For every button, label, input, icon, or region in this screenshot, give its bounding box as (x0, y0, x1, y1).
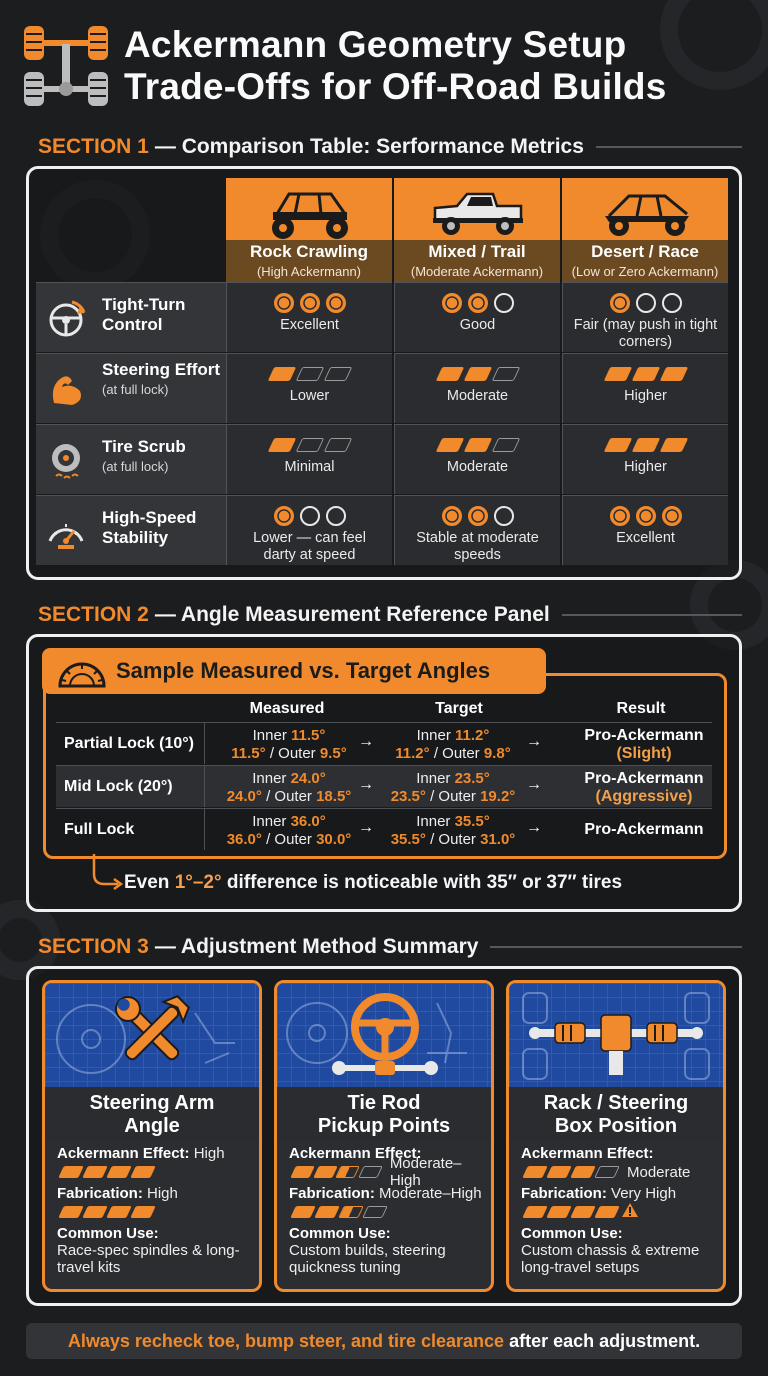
level-bar (290, 1166, 314, 1178)
row-name: Steering Effort (at full lock) (102, 360, 222, 400)
row-name: Tight-Turn Control (102, 295, 186, 334)
level-bar (130, 1166, 156, 1178)
common-use-label: Common Use: (57, 1225, 159, 1242)
method-name (509, 1089, 723, 1141)
divider (562, 614, 742, 616)
outer-angle: 35.5° / Outer 31.0° (390, 831, 516, 848)
section-number: SECTION 3 (38, 935, 149, 958)
fabrication-label: Fabrication: (57, 1185, 143, 1202)
angle-row (56, 722, 712, 764)
fabrication-label: Fabrication: (521, 1185, 607, 1202)
column-header-target: Target (435, 700, 483, 717)
column-subtitle: (Low or Zero Ackermann) (571, 264, 719, 279)
title-line-2: Trade-Offs for Off-Road Builds (124, 66, 667, 107)
method-card-tie-rod (274, 980, 494, 1292)
angle-result (554, 770, 734, 806)
rating-cell (562, 424, 728, 494)
rating-dot (442, 506, 462, 526)
row-label-high-speed-stability (36, 495, 226, 565)
rating-bar (659, 367, 688, 381)
row-label-tire-scrub (36, 424, 226, 494)
rating-dot (326, 506, 346, 526)
section-title: — Comparison Table: Serformance Metrics (154, 135, 584, 158)
muscle-arm-icon (46, 369, 88, 411)
level-bar (358, 1166, 382, 1178)
ackermann-effect (521, 1145, 717, 1162)
angle-row-label: Mid Lock (20°) (64, 778, 173, 795)
inner-angle: Inner 36.0° (252, 813, 326, 830)
outer-angle: 11.2° / Outer 9.8° (395, 745, 511, 762)
section-title: — Adjustment Method Summary (154, 935, 479, 958)
rating-cell (562, 353, 728, 423)
rating-bars (395, 425, 560, 459)
rating-dot (326, 293, 346, 313)
result-label: Pro-Ackermann (584, 770, 704, 787)
fabrication-value: Very High (606, 1185, 677, 1202)
result-label: Pro-Ackermann (584, 727, 704, 744)
rating-bar (295, 438, 324, 452)
common-use-value: Custom chassis & extreme long-travel setups (521, 1242, 700, 1276)
axle-chassis-icon (20, 20, 112, 112)
angle-row (56, 765, 712, 807)
rating-text: Moderate (446, 388, 509, 404)
target-angles (368, 813, 538, 849)
row-name: High-Speed Stability (102, 508, 197, 547)
level-bar (594, 1166, 620, 1178)
level-bar (106, 1166, 132, 1178)
inner-angle: Inner 35.5° (416, 813, 490, 830)
arrow-icon: → (358, 819, 374, 836)
inner-angle: Inner 23.5° (416, 770, 490, 787)
level-bar (336, 1166, 360, 1178)
level-bars (293, 1205, 485, 1219)
warning-icon (621, 1202, 639, 1222)
rating-bar (603, 367, 632, 381)
method-name-line-1: Steering Arm (89, 1092, 215, 1114)
method-name (45, 1089, 259, 1141)
method-name-line-2: Angle (124, 1115, 180, 1137)
inner-angle: Inner 11.2° (416, 727, 490, 744)
level-bars (61, 1165, 253, 1179)
method-details (521, 1145, 717, 1276)
rating-text: Excellent (280, 317, 339, 333)
column-subtitle: (Moderate Ackermann) (410, 264, 544, 279)
row-label-steering-effort (36, 353, 226, 423)
fabrication (521, 1185, 717, 1202)
steering-wheel-icon (277, 983, 491, 1087)
method-details (57, 1145, 253, 1276)
rating-cell (394, 353, 560, 423)
rating-bar (435, 367, 464, 381)
wrench-icon (45, 983, 259, 1087)
section-number: SECTION 1 (38, 135, 149, 158)
outer-angle: 24.0° / Outer 18.5° (226, 788, 352, 805)
rating-bars (227, 425, 392, 459)
effect-label: Ackermann Effect: (289, 1145, 422, 1162)
level-bar (570, 1166, 596, 1178)
angle-result (554, 821, 734, 839)
fabrication-value: Moderate–High (374, 1185, 482, 1202)
outer-angle: 11.5° / Outer 9.5° (231, 745, 347, 762)
blueprint-illustration (277, 983, 491, 1087)
ackermann-effect (57, 1145, 253, 1162)
level-bar (58, 1206, 84, 1218)
angle-row (56, 808, 712, 850)
steering-wheel-icon (46, 298, 88, 340)
rating-bars (563, 425, 728, 459)
method-details (289, 1145, 485, 1276)
rating-bar (491, 367, 520, 381)
rating-bars (227, 354, 392, 388)
common-use-value: Race-spec spindles & long-travel kits (57, 1242, 240, 1276)
rating-text: Moderate (446, 459, 509, 475)
method-name-line-1: Rack / Steering (543, 1092, 689, 1114)
rating-text: Lower — can feel darty at speed (253, 530, 366, 563)
rating-bar (435, 438, 464, 452)
desert-buggy-icon (595, 184, 697, 240)
method-name-line-2: Pickup Points (317, 1115, 451, 1137)
rating-cell (562, 495, 728, 565)
method-card-rack-steering (506, 980, 726, 1292)
header (20, 16, 750, 116)
angle-row-label: Partial Lock (10°) (64, 735, 194, 752)
column-header-measured: Measured (249, 700, 325, 717)
rating-cell (226, 353, 392, 423)
column-subtitle: (High Ackermann) (256, 264, 362, 279)
section-3-header (38, 932, 742, 962)
target-angles (368, 770, 538, 806)
rating-bar (267, 438, 296, 452)
rating-dots (395, 496, 560, 530)
rating-bar (491, 438, 520, 452)
target-angles (368, 727, 538, 763)
rating-cell (562, 282, 728, 352)
inner-angle: Inner 11.5° (252, 727, 326, 744)
rating-dots (395, 283, 560, 317)
result-qualifier: (Aggressive) (595, 788, 693, 805)
level-bar (522, 1206, 548, 1218)
rating-text: Lower (289, 388, 330, 404)
protractor-icon (58, 654, 106, 688)
utv-crawler-icon (259, 184, 361, 240)
common-use-label: Common Use: (289, 1225, 391, 1242)
fabrication-label: Fabrication: (289, 1185, 375, 1202)
fabrication (57, 1185, 253, 1202)
rating-cell (394, 424, 560, 494)
method-name-line-1: Tie Rod (347, 1092, 421, 1114)
method-card-steering-arm (42, 980, 262, 1292)
level-bar (522, 1166, 548, 1178)
rating-dot (636, 506, 656, 526)
level-bar (546, 1206, 572, 1218)
section-2-header (38, 600, 742, 630)
rating-text: Minimal (284, 459, 335, 475)
arrow-icon: → (358, 733, 374, 750)
column-header-mixed-trail (394, 178, 560, 282)
arrow-icon: → (358, 776, 374, 793)
rating-bar (463, 438, 492, 452)
level-bar (546, 1166, 572, 1178)
section-number: SECTION 2 (38, 603, 149, 626)
rating-cell (226, 495, 392, 565)
rating-text: Excellent (616, 530, 675, 546)
level-bar (82, 1166, 108, 1178)
rating-dot (636, 293, 656, 313)
column-header-rock-crawling (226, 178, 392, 282)
rating-bar (603, 438, 632, 452)
level-bar (82, 1206, 108, 1218)
arrow-icon: → (526, 819, 542, 836)
rating-dot (300, 506, 320, 526)
level-bars (61, 1205, 253, 1219)
level-bar (290, 1206, 316, 1218)
rating-dot (610, 293, 630, 313)
rating-cell (394, 495, 560, 565)
effect-value: Moderate (627, 1163, 691, 1181)
speedometer-icon (46, 511, 88, 553)
divider (596, 146, 742, 148)
angle-note: Even 1°–2° difference is noticeable with 35″ or 37″ tires (124, 872, 623, 893)
level-bar (570, 1206, 596, 1218)
rating-dot (494, 293, 514, 313)
effect-value: Moderate–High (389, 1155, 462, 1189)
section-title: — Angle Measurement Reference Panel (154, 603, 550, 626)
column-header-result: Result (616, 700, 666, 717)
level-bar (362, 1206, 388, 1218)
rating-dot (274, 293, 294, 313)
rating-text: Higher (624, 459, 667, 475)
rating-dots (227, 496, 392, 530)
rating-dot (610, 506, 630, 526)
title-line-1: Ackermann Geometry Setup (124, 24, 627, 65)
rating-text: Stable at moderate speeds (416, 530, 539, 563)
rating-dot (468, 506, 488, 526)
level-bar (338, 1206, 364, 1218)
inner-angle: Inner 24.0° (252, 770, 326, 787)
arrow-icon: → (526, 733, 542, 750)
column-name: Mixed / Trail (428, 242, 526, 261)
outer-angle: 36.0° / Outer 30.0° (226, 831, 352, 848)
level-bars (525, 1205, 717, 1219)
rating-cell (226, 424, 392, 494)
rating-dot (662, 293, 682, 313)
measured-angles (204, 770, 374, 806)
rating-text: Good (459, 317, 496, 333)
rating-bar (267, 367, 296, 381)
rating-bar (295, 367, 324, 381)
result-label: Pro-Ackermann (584, 821, 704, 838)
rating-text: Higher (624, 388, 667, 404)
row-name: Tire Scrub (at full lock) (102, 437, 222, 477)
level-bar (130, 1206, 156, 1218)
tire-icon (46, 440, 88, 482)
rating-bar (463, 367, 492, 381)
angle-result (554, 727, 734, 763)
blueprint-illustration (509, 983, 723, 1087)
level-bar (594, 1206, 620, 1218)
divider (490, 946, 742, 948)
fabrication (289, 1185, 485, 1202)
rating-text: Fair (may push in tight corners) (573, 317, 718, 350)
common-use-value: Custom builds, steering quickness tuning (289, 1242, 446, 1276)
steering-rack-icon (509, 983, 723, 1087)
row-label-tight-turn-control (36, 282, 226, 352)
rating-bar (631, 367, 660, 381)
rating-cell (394, 282, 560, 352)
effect-value: High (189, 1145, 225, 1162)
rating-bar (323, 438, 352, 452)
rating-dots (563, 283, 728, 317)
blueprint-illustration (45, 983, 259, 1087)
method-name (277, 1089, 491, 1141)
measured-angles (204, 813, 374, 849)
rating-dot (662, 506, 682, 526)
method-name-line-2: Box Position (554, 1115, 678, 1137)
level-bar (314, 1206, 340, 1218)
row-sublabel: (at full lock) (102, 382, 169, 397)
row-sublabel: (at full lock) (102, 459, 169, 474)
rating-dot (274, 506, 294, 526)
pickup-truck-icon (427, 184, 529, 240)
footer-note: Always recheck toe, bump steer, and tire clearance after each adjustment. (26, 1323, 742, 1359)
level-bar (313, 1166, 337, 1178)
rating-dot (300, 293, 320, 313)
result-qualifier: (Slight) (616, 745, 672, 762)
rating-cell (226, 282, 392, 352)
rating-bars (563, 354, 728, 388)
rating-bar (631, 438, 660, 452)
section-1-header (38, 132, 742, 162)
effect-label: Ackermann Effect: (521, 1145, 654, 1162)
note-arrow-icon (88, 852, 128, 892)
angle-row-label: Full Lock (64, 821, 135, 838)
column-name: Rock Crawling (249, 242, 369, 261)
level-bars (293, 1155, 485, 1189)
column-header-desert-race (562, 178, 728, 282)
level-bar (58, 1166, 84, 1178)
outer-angle: 23.5° / Outer 19.2° (390, 788, 516, 805)
rating-dot (442, 293, 462, 313)
level-bars (525, 1165, 717, 1179)
measured-angles (204, 727, 374, 763)
rating-bar (323, 367, 352, 381)
rating-dot (494, 506, 514, 526)
rating-bar (659, 438, 688, 452)
fabrication-value: High (142, 1185, 178, 1202)
page-title (124, 24, 667, 108)
column-name: Desert / Race (591, 242, 699, 261)
angle-panel-title: Sample Measured vs. Target Angles (116, 658, 491, 683)
effect-label: Ackermann Effect: (57, 1145, 190, 1162)
rating-bars (395, 354, 560, 388)
rating-dot (468, 293, 488, 313)
common-use-label: Common Use: (521, 1225, 623, 1242)
angle-panel-title-tab (42, 648, 546, 694)
rating-dots (227, 283, 392, 317)
rating-dots (563, 496, 728, 530)
level-bar (106, 1206, 132, 1218)
arrow-icon: → (526, 776, 542, 793)
